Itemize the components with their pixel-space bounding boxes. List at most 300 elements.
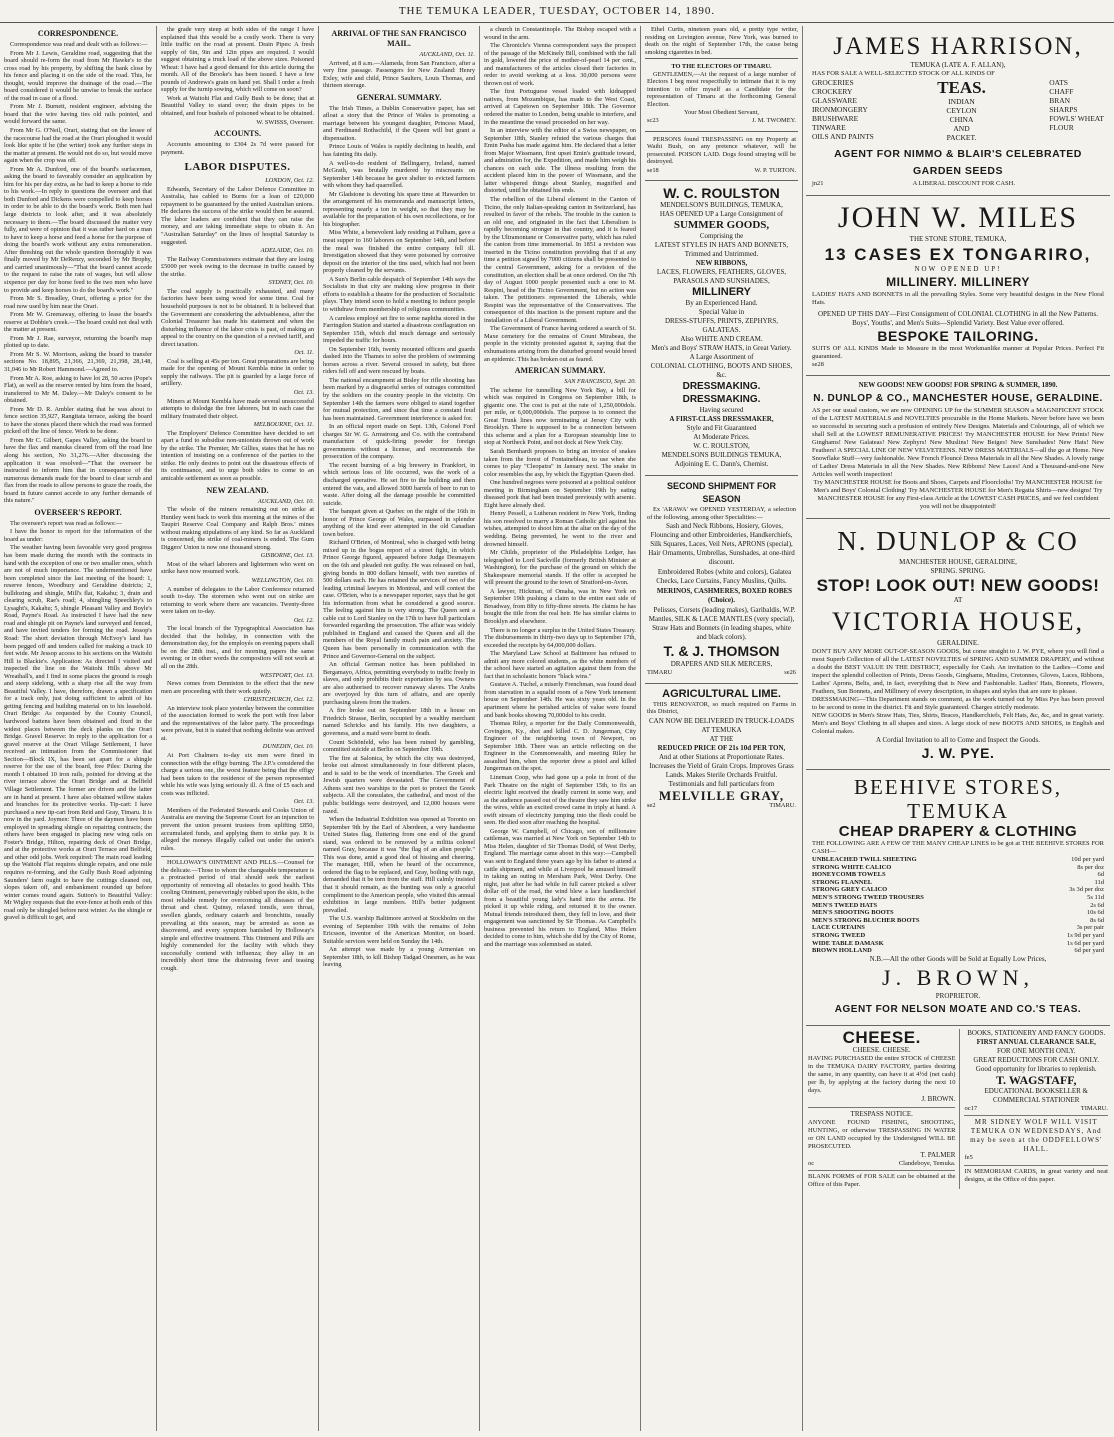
ad-line: NEW GOODS in Men's Straw Hats, Ties, Shirts, Braces, Handkerchiefs, Felt Hats, &c, &c, and in great variety. Men's and Boys' Clothing in all shapes and sizes. A large stock of new BOOTS AND SHOES, in English and Colonial makes. (812, 712, 1104, 736)
bottom-advertisements (806, 1025, 1110, 1193)
ad-line: NEW RIBBONS, (695, 259, 748, 268)
ad-heading: AGRICULTURAL LIME. (662, 687, 781, 700)
price-value: 1s 9d per yard (1066, 932, 1104, 940)
memoriam-notice: IN MEMORIAM CARDS, in great variety and neat designs, at the Office of this paper. (964, 1165, 1108, 1184)
section-heading: LABOR DISPUTES. (184, 161, 291, 174)
article-paragraph: The first Portuguese vessel loaded with kidnapped natives, from Mozambique, has made to the West Coast, arrived at Capetown on September 18th. The Governor ordered the matter to London, being unable to interfere, and in the meantime the vessel proceeded on her way. (484, 88, 636, 126)
ad-heading: NEW GOODS! NEW GOODS! FOR SPRING & SUMMER, 1890. (858, 381, 1058, 390)
ad-line: SUITS OF ALL KINDS Made to Measure in the most Workmanlike manner at Popular Prices. Perfect Fit guaranteed. (812, 344, 1104, 360)
price-item: BROWN HOLLAND (812, 947, 872, 955)
price-row (812, 917, 1104, 925)
ad-line: Ex 'ARAWA' we OPENED YESTERDAY, a selection of the following, among other Specialities:— (647, 506, 796, 521)
column-rule (802, 26, 803, 1431)
ad-line: W. C. ROULSTON, (693, 442, 750, 451)
article-paragraph: The overseer's report was read as follows:— (10, 519, 122, 527)
ad-line: MENDELSON'S BUILDINGS, TEMUKA, (660, 201, 783, 210)
dateline: ADELAIDE, Oct. 10. (260, 247, 314, 255)
article-paragraph: Henry Pessell, a Lutheran resident in New York, finding his son resolved to marry a Roman Catholic girl against his wishes, attempted to shoot him at the altar on the day of the wedding. Being prevented, he went to the river and drowned himself. (484, 510, 636, 548)
ad-line: MERINOS, CASHMERES, BOXED ROBES (Choice). (656, 587, 793, 605)
article-paragraph: An attempt was made by a young Armenian on September 18th, to kill Bishop Tadgad Onesmen, as he was leaving (323, 946, 475, 969)
bottom-right-ads (964, 1029, 1108, 1190)
ad-heading: AGENT FOR NELSON MOATE AND CO.'S TEAS. (834, 1003, 1082, 1015)
ad-heading: VICTORIA HOUSE, (832, 607, 1084, 637)
price-value: 10s 6d (1086, 909, 1104, 917)
ad-code: oc (808, 1159, 815, 1167)
dateline: SAN FRANCISCO, Sept. 20. (564, 378, 636, 386)
ad-line: Sash and Neck Ribbons, Hosiery, Gloves, Flouncing and other Embroideries, Handkerchiefs, Silk Squares, Laces, Veil Nets, APRONS (special), Hair Ornaments, Umbrellas, Sunshades, at one-third discount. (648, 522, 795, 567)
column-rule (479, 26, 480, 1431)
ad-line: LATEST STYLES IN HATS AND BONNETS, (654, 241, 789, 250)
article-paragraph: A Sun's Berlin cable despatch of September 14th says the Socialists in that city are making slow progress in their efforts to establish a theatre for the production of Socialistic plays. They intend soon to hold a meeting to induce people to withdraw from membership of religious communities. (323, 275, 475, 313)
article-paragraph: Miners at Mount Kembla have made several unsuccessful attempts to dislodge the free laborers, but in each case the military frustrated their object. (161, 397, 314, 420)
ad-heading: BESPOKE TAILORING. (877, 327, 1039, 344)
article-paragraph: There is no longer a surplus in the United States Treasury. The disbursements in thirty-two days up to September 17th, exceeded the receipts by 64,000,000 dollars. (484, 626, 636, 649)
miles-advertisement (806, 195, 1110, 374)
article-paragraph: Coal is selling at 45s per ton. Great preparations are being made for the opening of Mount Kembla mine in order to supply the railways. The pit is guarded by a large force of artillery. (161, 357, 314, 388)
overseer-report-body (4, 520, 152, 922)
article-paragraph: The banquet given at Quebec on the night of the 16th in honor of Prince George of Wales, surpassed in splendor anything of the kind ever attempted in the old Canadian town before. (323, 508, 475, 538)
ad-heading: MILLINERY. MILLINERY (886, 274, 1030, 289)
list-item: IRONMONGERY (812, 105, 868, 114)
dateline: WELLINGTON, Oct. 10. (251, 577, 314, 584)
ad-line: A LIBERAL DISCOUNT FOR CASH. (912, 180, 1015, 187)
article-paragraph: From Mr S. Breadley, Orari, offering a price for the road now used by him near the Orari. (4, 295, 152, 310)
roulston-advertisement (645, 180, 798, 473)
general-summary-body (323, 105, 475, 969)
article-paragraph: Miss White, a benevolent lady residing at Fulham, gave a meat supper to 160 laborers on September 14th, and before the meal was finished the entire company fell ill. Investigation showed that they were poisoned by corrosive deposit on the interior of the tins used, which had not been properly cleaned by the servants. (323, 229, 475, 275)
section-heading: NEW ZEALAND. (206, 485, 269, 495)
notice-text: GENTLEMEN,—At the request of a large number of Electors I beg most respectfully to intimate that it is my intention to offer myself as a Candidate for the representation of Timaru at the forthcoming General Election. (647, 70, 796, 108)
list-item: FOWLS' WHEAT (1049, 114, 1104, 123)
article-paragraph: The local branch of the Typographical Association has decided that the holiday, in connection with the demonstration day, for the employés on evening papers shall be on the 28th inst., and for morning papers the same evening; or in other words the compositors will not work at all on the 28th. (161, 625, 314, 671)
ad-line: HAS FOR SALE A WELL-SELECTED STOCK OF ALL KINDS OF (812, 70, 995, 77)
correspondence-body (4, 41, 152, 505)
price-item: LACE CURTAINS (812, 924, 865, 932)
dateline: MELBOURNE, Oct. 11. (253, 421, 314, 429)
price-value: 6d (1097, 871, 1104, 879)
ad-line: LADIES' HATS AND BONNETS in all the prevailing Styles. Some very beautiful designs in the New Floral Hats. (812, 290, 1104, 306)
advertiser-name: J. W. PYE. (921, 745, 995, 762)
article-paragraph: The Maryland Law School at Baltimore has refused to admit any more colored students, as the white members of the school have started an agitation against them from the fact that in scholastic honors "black wins." (484, 650, 636, 680)
dateline: AUCKLAND, Oct. 11. (419, 51, 475, 58)
article-paragraph: I have the honor to report for the information of the board as under: (4, 528, 152, 543)
column-rule (156, 26, 157, 1431)
list-item: AND (953, 124, 970, 133)
article-paragraph: The recent burning of a big brewery in Frankfort, in which serious loss of life occurred, was the work of a discharged operative. He set fire to the building and then entered the vats, and allowed 3000 barrels of beer to run to waste. After doing all the damage possible he committed suicide. (323, 461, 475, 507)
dateline: CHRISTCHURCH, Oct. 12. (243, 696, 314, 704)
thomson-advertisement (645, 475, 798, 681)
article-paragraph: The whole of the miners remaining out on strike at Huntley went back to work this morning at the mines of the Taupiri Reserve Coal Company and Ralph Bros.' mines without making stipulations of any kind. So far as Auckland is concerned, the strike of coal-miners is ended. The Gum Diggers' Union is now one thousand strong. (161, 506, 314, 551)
dateline: Oct. 11. (294, 349, 314, 357)
article-paragraph: The rebellion of the Liberal element in the Canton of Ticino, the only Italian-speaking canton in Switzerland, has resulted in favor of the rebels. The trouble in the canton is an old one, and originated in the fact that Liberalism is rapidly becoming stronger in that country, and it is feared by the Ultramontane or Conservative party, which has ruled the canton from time immemorial. In 1851 a revision was inserted in the Ticino constitution providing that if at any time a petition signed by 7000 citizens shall be presented to the central Government, asking for a revision of the constitution, an election shall be at once ordered. On the 7th day of August 1000 people presented such a one to M. Respini, head of the Ticino Government, but no action was taken. The petitioners represented the Liberals, while Respini was the representative of the Conservatives. The consequence of this inaction is the present rupture and the installation of a Liberal Government. (484, 196, 636, 324)
article-paragraph: The Government of France having ordered a search of St. Maxe cemetery for the remains of Count Mirabeau, the people in the vicinity protested against it, saying that the exhumations arising from the disturbed ground would breed an epidemic. This has broken out as feared. (484, 325, 636, 363)
price-row (812, 879, 1104, 887)
trespass-notice-2 (808, 1107, 955, 1168)
list-item: FLOUR (1049, 123, 1074, 132)
notice-text: PERSONS found TRESPASSING on my Property at Waihi Bush, on any pretence whatever, will be prosecuted. POISON LAID. Dogs found straying will be destroyed. (647, 135, 796, 166)
article-paragraph: George W. Campbell, of Chicago, son of millionaire cattleman, was married at New York on September 14th to Miss Helen, daughter of Sir Thomas Dodd, of West Derby, England. The marriage came about in this way:—Campbell was sent to England three years ago by his father to attend a cattle shipment, and while at Liverpool he amused himself in taking an outing in Mersham Park, West Derby. One night, just after he had while in full career picked a silver dollar off of the road, the wind blew a lace handkerchief from a beautiful young lady's hand into the arena. He picked it up while riding, and returned it to the owner. Mutual friends introduced them, they fell in love, and their engagement was sanctioned by Sir Thomas. As Campbell's business prevented his return to England, Miss Helen decided to come to him, which she did by the City of Rome, and the marriage was solemnised as stated. (484, 827, 636, 948)
list-item: PACKET. (946, 133, 977, 142)
ad-line: Men's and Boys' STRAW HATS, in Great Variety. (651, 344, 792, 353)
ad-code: sc23 (647, 117, 659, 125)
price-item: HONEYCOMB TOWELS (812, 871, 886, 879)
article-paragraph: An official German notice has been published in Bergamayo, Africa, permitting everybody to traffic freely in slaves, and only prohibits their exportation by sea. Owners are also authorised to recover runaway slaves. The Arabs are overjoyed by this turn of affairs, and are openly purchasing slaves from the traders. (323, 661, 475, 706)
price-row (812, 856, 1104, 864)
dateline: Oct. 13. (293, 388, 314, 396)
article-paragraph: Mr Childs, proprietor of the Philadelphia Ledger, has telegraphed to Lord Sackville (formerly British Minister at Washington), for the purchase of the ground on which the Shakespeare memorial stands. If the offer is accepted he will present the ground to the town of Stratford-on-Avon. (484, 549, 636, 587)
ad-line: Having secured (699, 406, 744, 415)
list-item: OATS (1049, 78, 1068, 87)
price-item: STRONG FLANNEL (812, 878, 873, 886)
article-paragraph: An interview took place yesterday between the committee of the association formed to work the port with free labor and the representatives of the labor party. The proceedings were private, but it is stated that nothing definite was arrived at. (161, 704, 314, 742)
article-paragraph: Edwards, Secretary of the Labor Defence Committee in Australia, has cabled to Burns for a loan of £20,000 repayment to be guaranteed by the united Australian unions. He declares the success of the strike would then be assured. The labor leaders are confident that they can raise the money, and are taking immediate steps to obtain it. An "Australian Saturday" on the lines of hospital Saturday is suggested. (161, 185, 314, 246)
advertiser-name: BEEHIVE STORES, TEMUKA (853, 775, 1063, 824)
ad-line: FOR ONE MONTH ONLY. (996, 1046, 1076, 1055)
advertiser-name: JOHN W. MILES (837, 200, 1079, 234)
article-paragraph: A number of delegates to the Labor Conference returned south to-day. The storemen who went out on strike are returning to work where there are vacancies. Twenty-three were taken on to-day. (161, 585, 314, 616)
section-heading: ARRIVAL OF THE SAN FRANCISCO MAIL. (331, 29, 467, 48)
article-paragraph: Sarah Bernhardt proposes to bring an invoice of snakes taken from the forest of Fontainebleau, to use when she comes to play "Cleopatra" in January next. The snake in color resembles the asp, by which the Egyptian Queen died. (484, 447, 636, 478)
price-value: 3s 3d per doz (1069, 886, 1104, 894)
ad-line: TIMARU. (1080, 1104, 1108, 1112)
article-paragraph: A well-to-do resident of Bellingarry, Ireland, named McGrath, was brutally murdered by miscreants on September 14th because he gave shelter to evicted farmers with whom they had quarrelled. (323, 159, 475, 190)
article-paragraph: The national encampment at Bisley for rifle shooting has been marked by a disgraceful series of outrages committed by the soldiers on the country people in the vicinity. On September 14th the farmers were obliged to stand together for mutual protection, and since that time a constant feud has been maintained. Government interference is asked for. (323, 376, 475, 422)
ad-heading: TRESPASS NOTICE. (850, 1109, 913, 1118)
ad-line: By an Experienced Hand. (685, 299, 758, 308)
price-value: 3s per pair (1076, 924, 1104, 932)
ad-line: EDUCATIONAL BOOKSELLER & COMMERCIAL STATIONER (984, 1086, 1089, 1104)
article-paragraph: From Mr W. Greenaway, offering to lease the board's reserve at Dobbie's creek.—The board could not deal with the matter at present. (4, 311, 152, 334)
article-paragraph: The Employers' Defence Committee have decided to set apart a fund to subsidise non-unionists thrown out of work by the strike. The Premier, Mr Gillies, states that he has no intention of insisting on a conference of the parties to the strike. He only desires to point out the disastrous effects of its continuance, and to urge both sides to come to an amicable settlement as soon as possible. (161, 429, 314, 482)
ad-line: MANCHESTER HOUSE, GERALDINE, (899, 558, 1017, 567)
ad-line: OPENED UP THIS DAY—First Consignment of COLONIAL CLOTHING in all the New Patterns. (817, 309, 1099, 318)
list-item: CHINA (949, 115, 974, 124)
ad-line: REDUCED PRICE OF 21s 10d PER TON, (657, 744, 786, 753)
price-value: 8s per doz (1077, 863, 1104, 871)
victoria-house-advertisement (806, 518, 1110, 767)
section-heading: OVERSEER'S REPORT. (34, 507, 122, 517)
ad-line: MR SIDNEY WOLF WILL VISIT TEMUKA ON WEDNESDAYS, And may be seen at the ODDFELLOWS' HALL. (970, 1118, 1103, 1154)
ad-line: Adjoining E. C. Dann's, Chemist. (674, 460, 769, 469)
article-paragraph: The Railway Commissioners estimate that they are losing £5000 per week owing to the decrease in traffic caused by the strike. (161, 255, 314, 278)
price-row (812, 932, 1104, 940)
ad-heading: CHEAP DRAPERY & CLOTHING (838, 823, 1078, 841)
article-paragraph: From Mr J. Burnett, resident engineer, advising the board that the wire having ties old rails pointed, and would forward the same. (4, 103, 152, 126)
ad-line: GREAT REDUCTIONS FOR CASH ONLY. (973, 1055, 1100, 1064)
advertiser-name: T. & J. THOMSON (663, 643, 780, 660)
article-paragraph: Mr Gladstone is devoting his spare time at Hawarden to the arrangement of his memoranda and manuscript letters, representing nearly a ton in weight, so that they may be available for the preparation of his own recollections, or for his biographer. (323, 190, 475, 228)
article-paragraph: From Mr J. Lewis, Geraldine road, suggesting that the board should re-form the road from Mr Hawke's to the cross road by his property, by shifting the bank close by his fence and placing it on the side of the road. This, he thought, would improve the drainage of the road.—The board considered it would be unwise to break the surface of the road in case of a flood. (4, 49, 152, 102)
ad-line: THE FOLLOWING ARE A FEW OF THE MANY CHEAP LINES to be got at THE BEEHIVE STORES FOR CASH— (812, 840, 1104, 856)
price-value: 1s 6d per yard (1066, 939, 1104, 947)
ad-line: THIS RENOVATOR, so much required on Farms in this District, (647, 700, 796, 716)
price-value: 11d (1094, 878, 1104, 886)
price-row (812, 864, 1104, 872)
price-item: UNBLEACHED TWILL SHEETING (812, 856, 917, 864)
ad-line: ANYONE FOUND FISHING, SHOOTING, HUNTING, or otherwise TRESPASSING IN WATER or ON LAND occupied by the Undersigned WILL BE PROSECUTED. (808, 1118, 956, 1150)
american-summary-body (484, 387, 636, 949)
price-item: STRONG GREY CALICO (812, 886, 888, 894)
teas-list (937, 97, 986, 142)
column-advertisements (645, 26, 798, 1431)
article-paragraph: Work at Waitohi Flat and Gully Bush to be done; that at Beautiful Valley to stand over; the drain pipes to be obtained, and four bushels of poisoned wheat to be obtained. (161, 94, 314, 118)
price-row (812, 902, 1104, 910)
article-paragraph: The weather having been favorable very good progress has been made during the month with the contracts in hand with the exception of one or two smaller ones, which are not of much importance. The undermentioned have been completed since the last meeting of the board: 1, reserve fences, Woodbury and Geraldine districts; 2, bulldozing and shingle, Mill's flat, Kakahu; 3, drain and clearing scrub, Rae's road; 4, shingling Speechley's to Lysaght's, Kakahu; 5, shingle Pleasant Valley and Boyle's Road, Payne's Road. As instructed I have had the new road and shingle pit on Payne's land surveyed and fenced, and have invited tenders for forming the road. Jessop's Road: The short deviation through McEvoy's land has been pegged off and tenders called for making a track 10 feet wide. Mr Jessop access to his sections on the Waitohi Hill is Blackie's. Application: As directed I visited and inspected the line on the Waitohi Hills above Mr Wreathall's, and I find in some places the ground is rough and steep sidelong, with a sharp rise all the way from Beautiful Valley. I have, therefore, drawn a specification for a track only, just doing sufficient to admit of his getting fencing and building material on to his leasehold. Orari Bridge: As requested by the County Council, hardwood battens have been obtained and fixed in the widest places between the deck planks on the Orari Bridge. Gravel Reserve: In reply to the application for a gravel reserve at the Orari Village Settlement, I have received an intimation from the Commissioner that Section—Block IX, has been set apart for a shingle reserve for the use of the board, free Piles: During the month I obtained 10 iron rails, pointed for driving at the river terrace above the Orari Bridge and at Belfield Village Settlement. The former are driven and the latter are in hand at present. I have also obtained willow stakes and branches for its protective works. Tip-cart: I have purchased a new tip-cart from Reid and Gray, Timaru. It is now in the yard. Joymen: Three of the daymen have been employed in spreading shingle on repairing contracts; the others have been engaged in placing new wing rails on Foster's Bridge, Hilton, repairing deck of Orari Bridge, and at the protective works at Orari Terrace and Belfield, and other odd jobs. Work required: The main road leading up the Waitohi Flat requires shingle repairs, and one mile requires re-forming, and the Gully Bush Road adjoining Saunders' farm ought to have the cuttings cleaned out, slopes taken off, and embankment rounded up before winter comes round again. Sutton's to Beautiful Valley: Mr Wigley requests that the ever-fence at both ends of this road only be shingled before next winter. As the shingle or gravel is difficult to get, and (4, 544, 152, 922)
general-summary-continued (484, 26, 636, 363)
article-paragraph: From Mr A. Dunford, one of the board's surfacemen, asking the board to favorably consider an application by him for his per day extra, as he had to keep a horse to ride to his work.—In reply to questions the overseer and that both Dunford and Dickens were compelled to keep horses in order to be able to do the board's work. Both men had large districts to look after, and it was absolutely necessary to them.—The board discussed the matter very fully, and were of opinion that it was rather hard on a man to have to keep a horse and feed a horse for the purpose of doing the board's work without any extra remuneration. After threshing out the whole question thoroughly it was finally moved by Mr DeRenzy, seconded by Mr Brophy, and carried unanimously—"That the board cannot accede to the request to raise the rate of wages, but will allow sixpence per day for horse feed to the two men who have to provide and keep horses to do the board's work." (4, 165, 152, 294)
notice-heading: TO THE ELECTORS OF TIMARU. (671, 63, 772, 71)
price-row (812, 886, 1104, 894)
price-item: STRONG WHITE CALICO (812, 863, 892, 871)
advertiser-name: J. BROWN, (882, 964, 1034, 990)
ad-line: Clandeboye, Temuka. (898, 1159, 956, 1167)
trespass-notice (645, 131, 798, 179)
ethel-curtis-item: Ethel Curtis, nineteen years old, a pretty type writer, residing on Lovington avenue, New York, was burned to death on the night of September 17th, the cause being smoking cigarettes in bed. (645, 26, 798, 56)
article-paragraph: From Mr C. Gilbert, Gapes Valley, asking the board to have the flax and manuka cleared from off the road line along his section, No 31,276.—After discussing the application it was resolved—"That the overseer be instructed to inform him that in consequence of the numerous demands made for the board to clear scrub and flax from the roads to allow persons to graze the roads, the board in future cannot accede to any further demands of this nature." (4, 436, 152, 505)
price-item: MEN'S TWEED HATS (812, 901, 878, 909)
article-paragraph: Members of the Federated Stewards and Cooks Union of Australia are moving the Supreme Court for an injunction to prevent the union present trustees from uplifting £850, accumulated funds, and applying them to strike pay. It is alleged the moneys illegally called out under the union's rules. (161, 806, 314, 852)
ad-line: CAN NOW BE DELIVERED IN TRUCK-LOADS AT TEMUKA (649, 717, 794, 735)
dateline: SYDNEY, Oct. 10. (268, 279, 314, 287)
price-value: 5s 11d (1087, 894, 1104, 902)
dateline: LONDON, Oct. 12. (265, 177, 314, 185)
harrison-stock-list (812, 78, 1104, 142)
article-paragraph: A careless employé set fire to some naphtha stored in the Farringdon Station and started a disastrous conflagration on September 15th, which did much damage and seriously impeded the traffic for hours. (323, 314, 475, 345)
overseer-signature: W. SWISSS, Overseer. (256, 118, 314, 126)
ad-line: HAVING PURCHASED the entire STOCK of CHEESE in the TEMUKA DAIRY FACTORY, parties desiring the same, in any quantity, can have it at 4½d (net cash) per lb, by applying at the factory during the next 10 days. (808, 1054, 956, 1094)
ad-line: FIRST ANNUAL CLEARANCE SALE, (976, 1037, 1096, 1046)
article-paragraph: When the Industrial Exhibition was opened at Toronto on September 9th by the Earl of Aberdeen, a very handsome United States flag, fluttering from one end of the grand stand, was ordered to be removed by a militia colonel named Gray, because it was "the flag of an alien people." This was done, amid a good deal of hissing and cheering. The manager, Hill, when he heard of the occurrence, ordered the flag to be replaced, and Gray, boiling with rage, demanded that it be torn from the staff. Hill calmly insisted that it should remain, as the bunting was only a graceful compliment to the American people, who visited this annual exhibition in large numbers. Hill's better judgment prevailed. (323, 816, 475, 914)
dateline: Oct. 12. (293, 616, 314, 624)
article-paragraph: Thomas Riley, a reporter for the Daily Commonwealth, Covington, Ky., shot and killed C. D. Jungerman, City Engineer of the neighboring town of Newport, on September 18th. There was an article reflecting on the Engineer in the Commonwealth, and meeting Riley he assaulted him, when the reporter drew a pistol and killed Jungerman on the spot. (484, 720, 636, 773)
price-row (812, 894, 1104, 902)
article-paragraph: At Port Chalmers to-day six men were fined in connection with the effigy burning. The J.P.'s considered the charge a serious one, the worst feature being that the effigy had been taken to the residence of the person represented while his wife was lying seriously ill. A fine of £5 each and costs was inflicted. (161, 752, 314, 797)
stock-list-teas (937, 78, 986, 142)
article-paragraph: a church in Constantinople. The Bishop escaped with a wound in the arm. (484, 26, 636, 41)
price-value: 8s 6d (1090, 916, 1104, 924)
column-correspondence (4, 26, 152, 1431)
ad-line: At Moderate Prices. (693, 433, 750, 442)
article-paragraph: A fire broke out on September 18th in a house on Friedrich Strasse, Berlin, occupied by a wealthy merchant named Schricks and his family. His two daughters, a governess, and a maid were burnt to death. (323, 707, 475, 738)
ad-line: And at other Stations at Proportionate Rates. (658, 753, 784, 762)
list-item: CEYLON (946, 106, 977, 115)
ad-line: AT THE (709, 735, 734, 744)
price-value: 10d per yard (1071, 856, 1104, 864)
ad-code: jn21 (812, 180, 824, 187)
ad-code: fe5 (964, 1154, 973, 1162)
ad-line: Good opportunity for libraries to replenish. (975, 1064, 1097, 1073)
article-paragraph: The coal supply is practically exhausted, and many factories have been using wood for some time. Coal for household purposes is not to be obtained. It is believed that the Government are considering the advisableness, after the Colonial Treasurer has made his statement and when the disturbing influence of the labor crisis is past, of making an appeal to the country on the question of a revised tariff, and direct taxation. (161, 287, 314, 348)
article-paragraph: Most of the wharf laborers and lightermen who went on strike have now resumed work. (161, 560, 314, 576)
column-labor (161, 26, 314, 1431)
ad-heading: CHEESE. (842, 1027, 921, 1047)
dateline: AUCKLAND, Oct. 10. (257, 497, 314, 505)
ad-signature: T. PALMER (920, 1150, 956, 1159)
column-rule (640, 26, 641, 1431)
ad-line: A Large Assortment of (689, 353, 754, 362)
advertiser-name: N. DUNLOP & CO., MANCHESTER HOUSE, GERALDINE. (813, 393, 1103, 405)
list-item: OILS AND PAINTS (812, 132, 874, 141)
ad-line: Boys', Youths', and Men's Suits—Splendid Variety. Best Value ever offered. (852, 318, 1064, 327)
column-general-summary (323, 26, 475, 1431)
ad-line: TEMUKA (LATE A. F. ALLAN), (910, 61, 1006, 69)
advertiser-name: N. DUNLOP & CO (837, 526, 1079, 557)
price-value: 2s 6d (1090, 901, 1104, 909)
electors-notice (645, 58, 798, 128)
ad-heading: SECOND SHIPMENT FOR SEASON (666, 481, 776, 505)
price-row (812, 909, 1104, 917)
section-heading: AMERICAN SUMMARY. (514, 366, 606, 376)
ad-line: PROPRIETOR. (935, 991, 981, 1000)
article-paragraph: One hundred negroes were poisoned at a political outdoor meeting in Birmingham on September 19th by eating diseased pork that had been treated previously with arsenic. Eight have already died. (484, 479, 636, 509)
ad-heading: AGENT FOR NIMMO & BLAIR'S CELEBRATED GARDEN SEEDS (834, 148, 1082, 177)
ad-line: AS per our usual custom, we are now OPENING UP for the SUMMER SEASON a MAGNIFICENT STOCK of the LATEST MATERIALS and NOVELTIES procurable in the Home Markets. Never before have we been so successful in securing such a profusion of entirely New Designs. Materials and Colourings, all of which we shall Sell at the LOWEST REMUNERATIVE PRICES! Try MANCHESTER HOUSE for New Prints! New Ginghams! New Galateas! New Zephyrs! New Muslins! New Beiges! New Sunshades! New Hats! New Feathers! A SPECIAL LINE OF NEW VELVETEENS. NEW DRESS MATERIALS—all the go at Home. New Snowflake Stuff—very fashionable. New French Flouncé Dress Materials in all the New Shades. A lovely range of Ladies' Dress Materials in all the New Shades. New Ribbons! New Laces! And a Thousand-and-one New Articles well worth inspection! (812, 407, 1104, 479)
ad-line: LACES, FLOWERS, FEATHERS, GLOVES, PARASOLS AND SUNSHADES, (656, 268, 787, 286)
column-rule (318, 26, 319, 1431)
ad-signature: J. BROWN. (921, 1094, 956, 1103)
notice-signature: W. P. TURTON. (754, 166, 796, 174)
article-paragraph: Correspondence was read and dealt with as follows:— (10, 41, 148, 48)
ad-line: TIMARU (647, 669, 673, 677)
ad-line: DRESSMAKING—This Department stands on comment, as the work turned out by Miss Pye has been proved to be second to none in the district. Fit and Style guaranteed. Charges strictly moderate. (812, 696, 1104, 712)
advertiser-name: JAMES HARRISON, (833, 33, 1083, 60)
price-row (812, 940, 1104, 948)
section-heading: GENERAL SUMMARY. (356, 92, 442, 102)
ad-line: Trimmed and Untrimmed. (684, 250, 759, 259)
article-paragraph: The Chronicle's Vienna correspondent says the prospect of the passage of the McKinely Bill, combined with the fall in gold, lowered the price of mother-of-pearl 14 per cent., and manufacturers of the articles closed their factories in order to avoid working at a loss. 30,000 persons were thrown out of work. (484, 42, 636, 87)
price-item: WIDE TABLE DAMASK (812, 939, 884, 947)
masthead: THE TEMUKA LEADER, TUESDAY, OCTOBER 14, 1890. (0, 0, 1114, 23)
article-paragraph: From Mr A. Roe, asking to have lot 28, 50 acres (Pope's Flat), as well as the reserve rented by him from the board, transferred to Mr M. Daley.—Mr Daley's consent to be obtained. (4, 374, 152, 405)
section-heading: ACCOUNTS. (214, 129, 261, 139)
article-paragraph: From Mr G. O'Neil, Orari, stating that on the lessee of the racecourse had the road at the Orari ploughed it would look like spite if he (the writer) took any further steps in the matter at present. He would not do so, but would move again when the crop was off. (4, 127, 152, 165)
article-paragraph: Gustave A. Tuchel, a miserly Frenchman, was found dead from starvation in a squalid room of a New York tenement house on September 14th. He was sixty years old. In the apartment where he perished articles of value were found and bank books showing 70,000dol to his credit. (484, 681, 636, 719)
teas-heading: TEAS. (937, 78, 986, 97)
article-paragraph: The Irish Times, a Dublin Conservative paper, has set afloat a story that the Prince of Wales is promoting a marriage between his youngest daughter, Princess Maud, and Ferdinand Rothschild, if the Queen will but grant a dispensation. (323, 104, 475, 142)
ad-line: Testimonials and full particulars from (668, 780, 775, 789)
ad-code: oc17 (964, 1104, 978, 1112)
ad-line: Pelisses, Corsets (leading makes), Garibaldis, W.P. Mantles, SILK & LACE MANTLES (very special), Straw Hats and Bonnets (in leading shapes, white and black colors). (648, 606, 796, 642)
column-american-summary (484, 26, 636, 1431)
list-item: CROCKERY (812, 87, 853, 96)
ad-line: GERALDINE. (937, 639, 979, 648)
ad-line: COLONIAL CLOTHING, BOOTS AND SHOES, &c. (650, 362, 793, 380)
list-item: CHAFF (1049, 87, 1074, 96)
article-paragraph: On September 16th, twenty mounted officers and guards dashed into the Thames to solve the problem of swimming horses across a river. Several crossed in safety, but three riders fell off and were rescued by boats. (323, 345, 475, 376)
article-paragraph: The U.S. warship Baltimore arrived at Stockholm on the evening of September 19th with the remains of John Ericsson, inventor of the American Monitor, on board. Suitable services were held on Sunday the 14th. (323, 915, 475, 945)
beehive-advertisement (806, 769, 1110, 1023)
article-paragraph: Richard O'Brien, of Montreal, who is charged with being mixed up in the bogus report of a street fight, in which Prince George figured, appeared before Judge Desmayers on the 6th and pleaded not guilty. He was released on bail, giving bonds in 800 dollars himself, with two sureties of 500 dollars each. He has retained the services of two of the leading criminal lawyers in Montreal, and will contest the case. O'Brien, who is a newspaper reporter, says that he got his information from what he considered a good source. The feeling against him is very strong. The Queen sent a cable cut to Lord Stanley on the 17th to have full particulars forwarded regarding the prosecution. The affair was widely published in England and caused the Queen and all the members of the Royal family much pain and anxiety. The Queen has been personally in communication with the Prince and Governor-General on the subject. (323, 539, 475, 660)
price-row (812, 924, 1104, 932)
ad-line: N.B.—All the other Goods will be Sold at Equally Low Prices, (869, 954, 1047, 963)
price-row (812, 871, 1104, 879)
ad-line: DON'T BUY ANY MORE OUT-OF-SEASON GOODS, but come straight to J. W. PYE, where you will find a most Superb Collection of all the LATEST NOVELTIES of SPRING AND SUMMER DRAPERY, and without a doubt the BEST VALUE IN THE DISTRICT, especially for Cash. An invitation to the Ladies—Come and inspect the splendid collection of Prints, Dress Goods, Ginghams, Muslins, Cretonnes, Gloves, Laces, Ribbons, Ladies' Aprons, Belts, and, in fact, everything that is New and Fashionable. Ladies' Hats, Bonnets, Flowers, Feathers, Sun Bonnets, and Millinery of every description, in shapes and styles that are sure to please. (812, 648, 1104, 696)
article-paragraph: The scheme for tunnelling New York Bay, a bill for which was required in Congress on September 18th, is gigantic one. The cost is put at the rate of 1,250,000dols. per mile, or 6,000,000dols. The purpose is to connect the Great Trunk lines now terminating at Jersey City with Brooklyn. There is supposed to be a connection between this scheme and a plan for a European steamship line to stop at Northeck Point, and not dock at New York City. (484, 386, 636, 447)
price-item: STRONG TWEED (812, 932, 866, 940)
labor-disputes-body (161, 177, 314, 482)
ad-line: MILLINERY (692, 286, 751, 299)
ad-line: SUMMER GOODS, (673, 219, 770, 232)
article-paragraph: Count Schönfeld, who has been ruined by gambling, committed suicide at Berlin on September 19th. (323, 738, 475, 754)
price-item: MEN'S SHOOTING BOOTS (812, 909, 894, 917)
ad-line: Also WHITE AND CREAM. (680, 335, 763, 344)
holloway-advertisement: HOLLOWAY'S OINTMENT AND PILLS.—Counsel for the delicate.—Those to whom the changeable temperature is a protracted period of trial should seek the earliest opportunity of removing all obstacles to good health. This cooling Ointment, perseveringly rubbed upon the skin, is the most reliable remedy for overcoming all diseases of the throat and chest. Quinsy, relaxed tonsils, sore throat, swollen glands, ordinary catarrh and bronchitis, usually prevailing at this season, may be arrested as soon as discovered, and every symptom banished by Holloway's simple and effective treatment. This Ointment and Pills are highly commended for the facility with which they successfully contend with influenza; they allay in an incredibly short time the distressing fever and teasing cough. (161, 856, 314, 972)
blank-forms-notice: BLANK FORMS of FOR SALE can be obtained at the Office of this Paper. (808, 1170, 955, 1189)
ad-line: Special Value in (698, 308, 745, 317)
ad-line: CHEESE. CHEESE. (852, 1045, 911, 1054)
ad-line: Try MANCHESTER HOUSE for Boots and Shoes, Carpets and Floorcloths! Try MANCHESTER HOUSE for Men's and Boys' Colonial Clothing! Try MANCHESTER HOUSE for Men's Regatta Shirts—new designs! Try MANCHESTER HOUSE for any First-class Article at the LOWEST CASH PRICES, and we feel confident you will not be disappointed! (813, 479, 1103, 511)
dateline: DUNEDIN, Oct. 10. (262, 743, 314, 751)
harrison-advertisement (806, 28, 1110, 193)
ad-line: DRESS-STUFFS, PRINTS, ZEPHYRS, GALATEAS. (664, 317, 778, 335)
article-paragraph: The fire at Salonica, by which the city was destroyed, broke out almost simultaneously in four different places, and is said to be the work of incendiaries. The Greek and Jewish quarters were devastated. The Government of Athens sent two warships to the port to protect the Greek subjects. All the consulates, the cathedral, and most of the public buildings were destroyed, and 12,000 houses were razed. (323, 754, 475, 815)
ad-line: MENDELSONS BUILDINGS TEMUKA, (661, 451, 782, 460)
notice-signature: J. M. TWOMEY. (752, 117, 796, 125)
ad-line: Style and Fit Guaranteed (686, 424, 757, 433)
ad-line: HAS OPENED UP a Large Consignment of (659, 210, 784, 219)
list-item: GLASSWARE (812, 96, 858, 105)
article-paragraph: From Mr D. R. Ambler stating that he was about to fence section 35,927, Rangitata terrace, asking the board to have the stones placed there which the road was formed picked off the line of fence. Work to be done. (4, 405, 152, 436)
advertiser-name: T. WAGSTAFF, (995, 1072, 1077, 1087)
list-item: INDIAN (948, 97, 975, 106)
ad-line: THE STONE STORE, TEMUKA, (909, 234, 1007, 243)
dateline: Oct. 13. (293, 798, 314, 806)
article-paragraph: the grade very steep at both sides of the range I have explained that this would be a costly work. There is very little traffic on the road at present. Drain Pipes: A fresh supply of 6in, 9in and 12in pipes are required. I would suggest obtaining a truck load of the above sizes. Poisoned Wheat: I have had a good demand for this article during the month. All of the Brooke's has been issued. I have a few pounds of Andrews's grain on hand yet. Shall I order a fresh supply for the turnip sowing, which will come on soon? (161, 26, 314, 94)
ad-line: TIMARU. (769, 802, 796, 810)
stock-list-right (1049, 78, 1104, 142)
arrival-text: Arrived, at 8 a.m.—Alameda, from San Francisco, after a very fine passage. Passengers for New Zealand: Henry Exley, wife and child, Prince Saulters, Louis Thomas, and thirteen steerage. (323, 59, 475, 90)
ad-line: AT (953, 596, 963, 605)
dateline: GISBORNE, Oct. 13. (260, 552, 314, 560)
ad-heading: BOOKS, STATIONERY AND FANCY GOODS. (967, 1028, 1106, 1037)
ad-line: DRAPERS AND SILK MERCERS, (670, 660, 773, 669)
ad-line: Comprising the (699, 232, 744, 241)
ad-line: A Cordial Invitation to all to Come and Inspect the Goods. (876, 736, 1040, 745)
dateline: WESTPORT, Oct. 13. (259, 671, 314, 679)
ad-line: Increases the Yield of Grain Crops. Improves Grass Lands. Makes Sterile Orchards Fruitful. (649, 762, 794, 780)
article-paragraph: Lineman Coop, who had gone up a pole in front of the Park Theatre on the night of September 15th, to fix an electric light received the deadly current in some way, and as the audience passed out of the theatre they saw him strike the wires, while an excited crowd came in triply at hand. A swift stream of electricity jumping into the flesh could be seen. He died soon after reaching the hospital. (484, 773, 636, 827)
advertiser-name: MELVILLE GRAY, (658, 788, 785, 804)
article-paragraph: From Mr S. W. Morrison, asking the board to transfer sections No. 18,895, 21,366, 21,369, 21,398, 28,148, 31,046 to Mr Robert Hammond.—Agreed to. (4, 350, 152, 373)
advertiser-name: W. C. ROULSTON (663, 185, 780, 202)
list-item: BRUSHWARE (812, 114, 859, 123)
dunlop-manchester-advertisement (806, 375, 1110, 516)
ad-code: se28 (812, 360, 824, 368)
ad-line: A FIRST-CLASS DRESSMAKER, (669, 415, 774, 424)
ad-code: se2 (647, 802, 656, 810)
article-paragraph: In an official report made on Sept. 13th, Colonel Ford charges Sir W. G. Armstrong and Co. with the contraband manufacture of quick-firing powder for foreign governments without a license, and recommends the prosecution of the company. (323, 423, 475, 461)
ad-line: SPRING. SPRING. (930, 567, 986, 576)
ad-line: Embroidered Robes (white and colors), Galatea Checks, Lace Curtains, Fancy Muslins, Quilts. (656, 568, 792, 586)
lime-advertisement (645, 683, 798, 814)
list-item: TINWARE (812, 123, 846, 132)
bottom-left-ads (808, 1029, 960, 1190)
notice-closing: Your Most Obedient Servant, (684, 109, 759, 117)
list-item: BRAN (1049, 96, 1071, 105)
article-paragraph: A lawyer, Hickman, of Omaha, was in New York on September 19th pushing a claim to the entire east side of Broadway, from 8fty to fifty-three streets. He claims he has bought the title from the real heir. He has similar claims to Brooklyn and elsewhere. (484, 587, 636, 626)
price-row (812, 947, 1104, 955)
ad-line: DRESSMAKING. DRESSMAKING. (682, 381, 761, 406)
price-list (812, 856, 1104, 955)
ad-heading: STOP! LOOK OUT! NEW GOODS! (816, 576, 1100, 596)
accounts-text: Accounts amounting to £304 2s 7d were passed for payment. (161, 141, 314, 156)
column-display-advertisements (806, 26, 1110, 1431)
article-paragraph: Prince Louis of Wales is rapidly declining in health, and has fainting fits daily. (323, 143, 475, 159)
ad-heading: 13 CASES EX TONGARIRO, (824, 244, 1092, 264)
article-paragraph: News comes from Denniston to the effect that the new men are proceeding with their work quietly. (161, 680, 314, 695)
price-item: MEN'S STRONG BLUCHER BOOTS (812, 916, 920, 924)
price-item: MEN'S STRONG TWEED TROUSERS (812, 894, 924, 902)
